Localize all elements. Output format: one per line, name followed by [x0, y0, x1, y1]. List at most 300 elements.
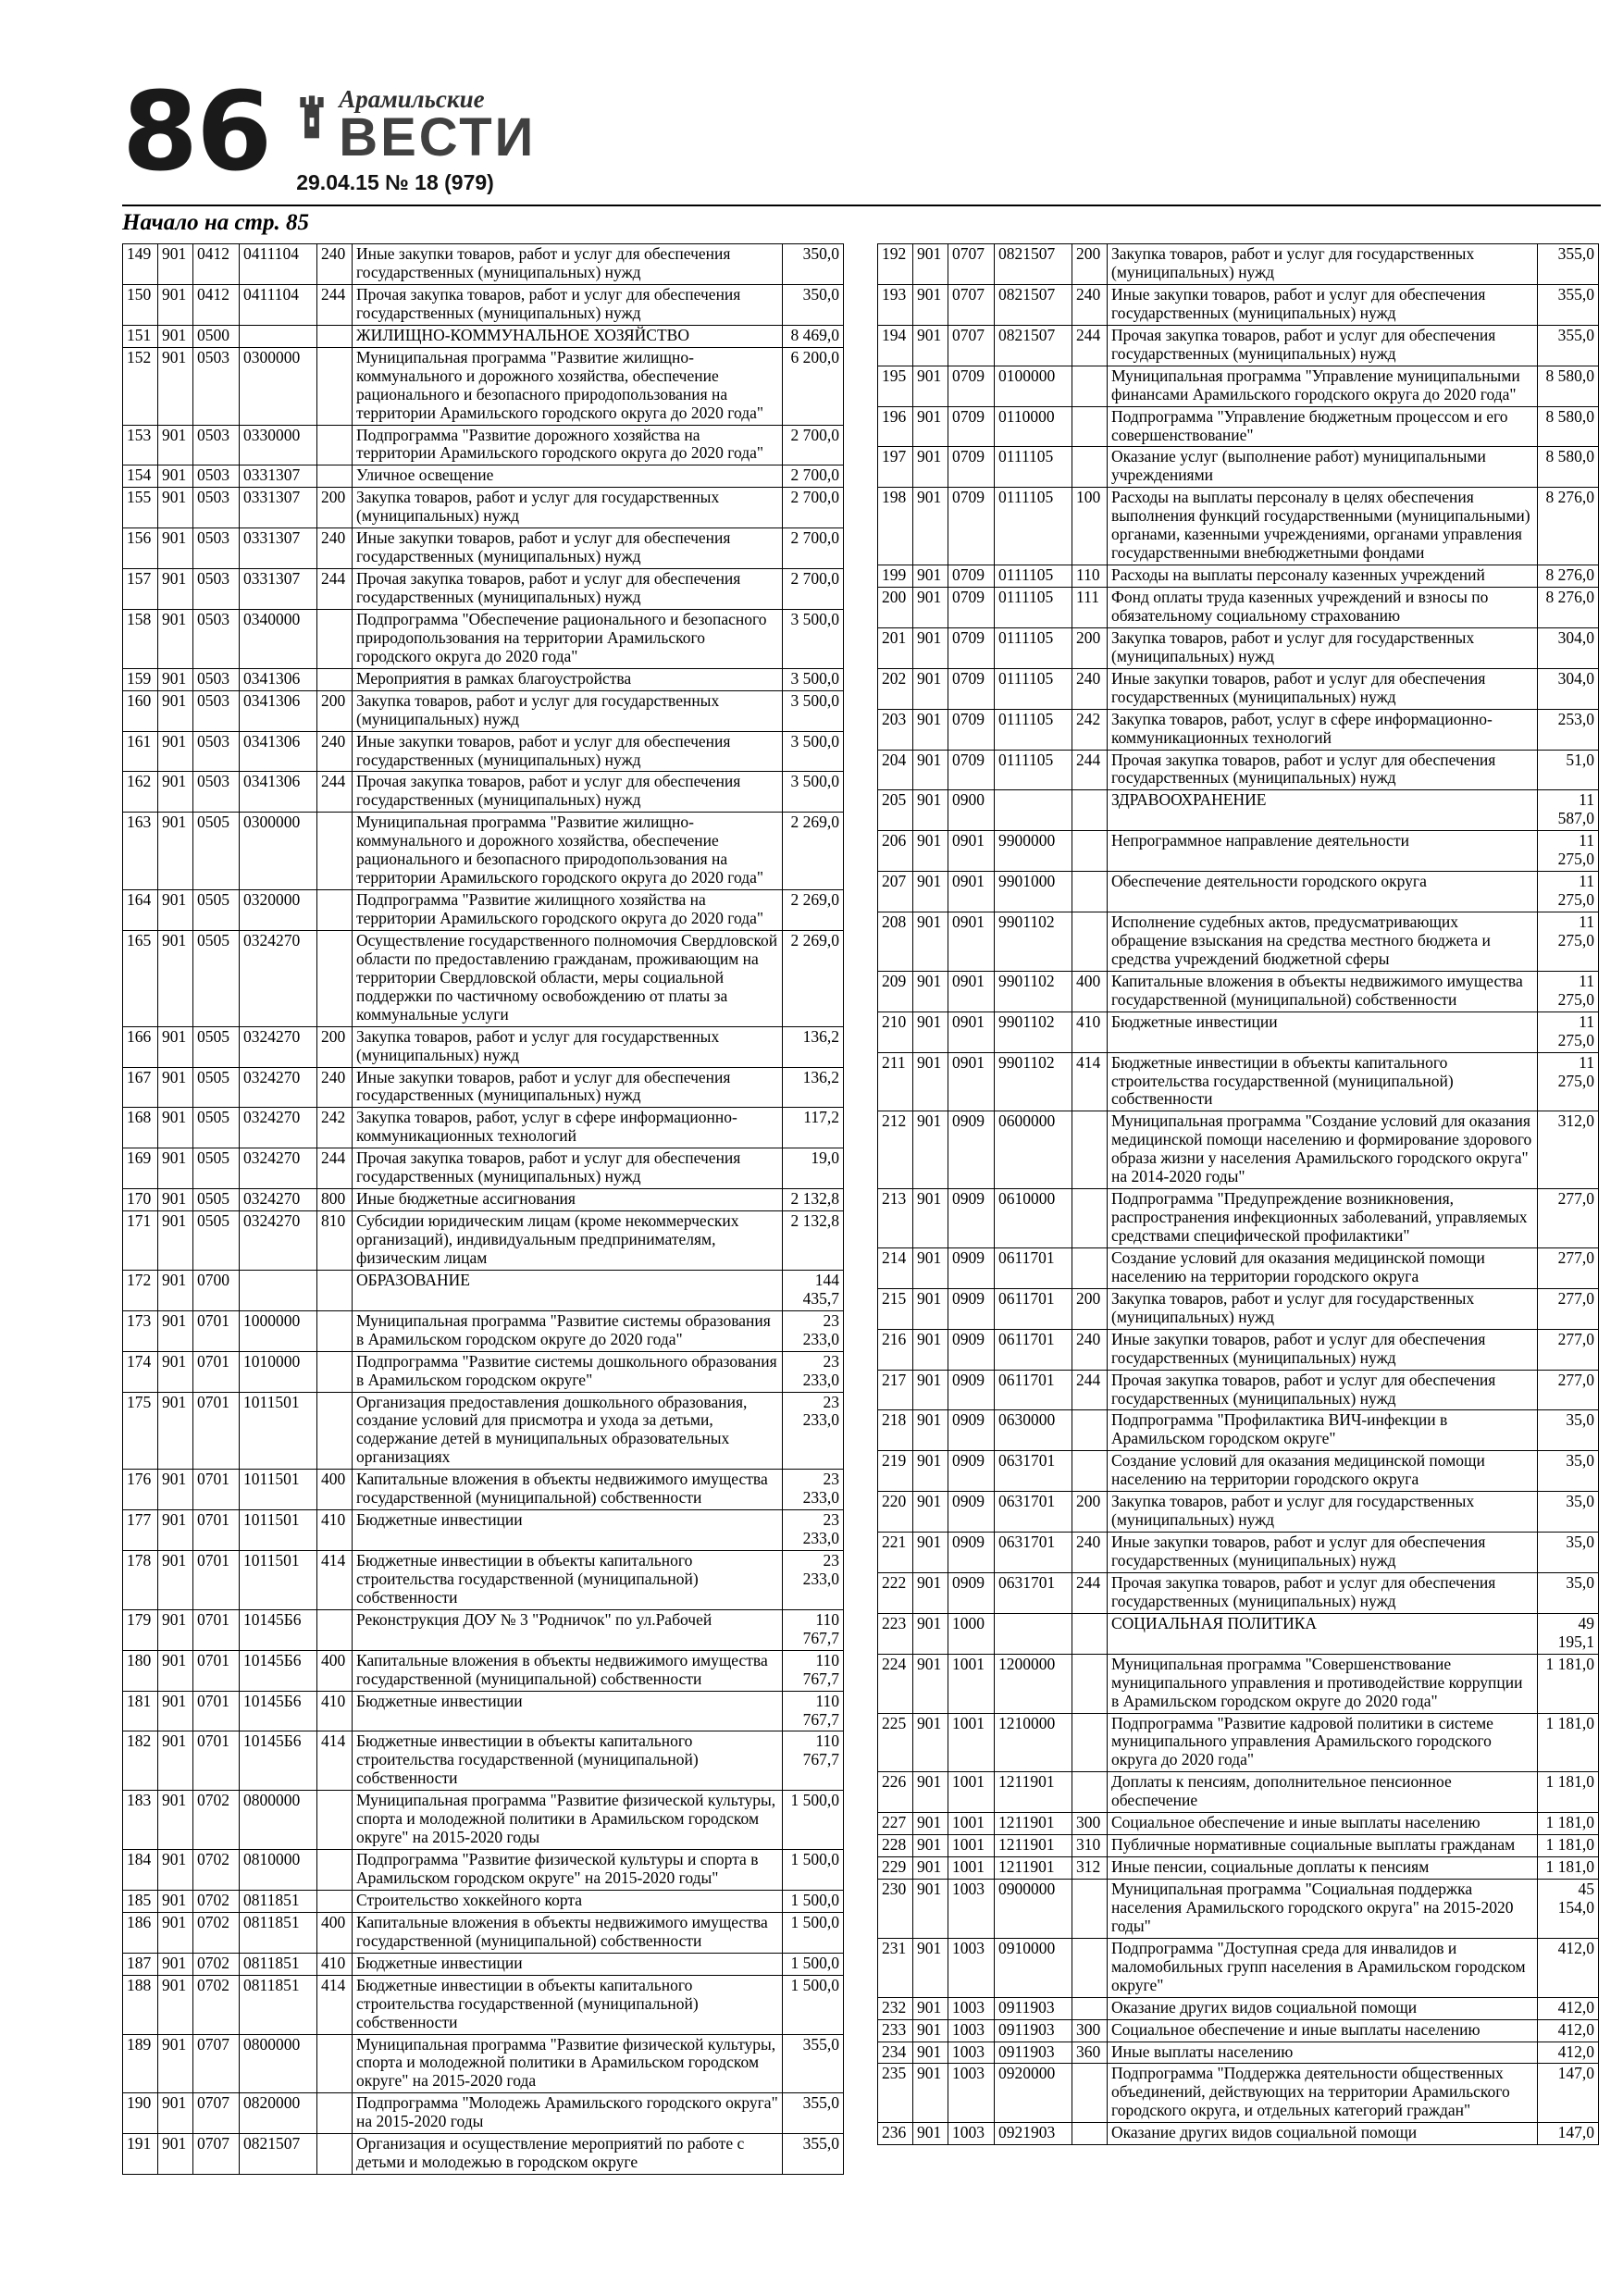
expense-name: Строительство хоккейного корта [353, 1890, 783, 1912]
budget-table-right [877, 243, 1599, 2145]
expense-name: Социальное обеспечение и иные выплаты населению [1108, 2019, 1538, 2042]
expense-type-code [317, 1351, 353, 1392]
expense-type-code [317, 1310, 353, 1351]
grbs-code: 901 [158, 347, 193, 425]
amount: 1 500,0 [783, 1953, 844, 1975]
target-article-code: 0324270 [240, 1067, 317, 1108]
expense-name: Бюджетные инвестиции в объекты капитального строительства государственной (муниципальной) собственности [353, 1975, 783, 2034]
row-number: 188 [123, 1975, 158, 2034]
expense-name: Муниципальная программа "Совершенствование муниципального управления и противодействие коррупции в Арамильском городском округе до 2020 года" [1108, 1654, 1538, 1713]
table-row [878, 1247, 1599, 1288]
target-article-code: 0610000 [995, 1189, 1072, 1248]
row-number: 187 [123, 1953, 158, 1975]
row-number: 191 [123, 2134, 158, 2175]
expense-name: Подпрограмма "Профилактика ВИЧ-инфекции в Арамильском городском округе" [1108, 1410, 1538, 1451]
table-row [123, 1609, 844, 1650]
expense-type-code: 100 [1072, 488, 1108, 565]
amount: 11 275,0 [1538, 831, 1599, 872]
expense-type-code: 400 [317, 1650, 353, 1691]
expense-type-code [1072, 1189, 1108, 1248]
target-article-code [995, 790, 1072, 831]
target-article-code: 9901102 [995, 912, 1072, 972]
amount: 6 200,0 [783, 347, 844, 425]
expense-type-code: 240 [317, 528, 353, 569]
amount: 8 469,0 [783, 325, 844, 347]
amount: 2 269,0 [783, 813, 844, 890]
row-number: 183 [123, 1791, 158, 1850]
expense-name: Подпрограмма "Предупреждение возникновения, распространения инфекционных заболеваний, управляемых средствами специфической профилактики" [1108, 1189, 1538, 1248]
grbs-code: 901 [913, 1451, 948, 1492]
section-code: 0505 [193, 1211, 240, 1271]
table-row [878, 1052, 1599, 1111]
grbs-code: 901 [158, 930, 193, 1026]
expense-type-code: 240 [1072, 1533, 1108, 1573]
row-number: 201 [878, 627, 913, 668]
section-code: 1003 [948, 1938, 995, 1997]
expense-type-code [1072, 1247, 1108, 1288]
target-article-code: 0810000 [240, 1850, 317, 1891]
amount: 2 132,8 [783, 1211, 844, 1271]
amount: 8 276,0 [1538, 588, 1599, 628]
expense-name: Иные пенсии, социальные доплаты к пенсиям [1108, 1857, 1538, 1880]
section-code: 0701 [193, 1510, 240, 1551]
expense-type-code [317, 609, 353, 668]
target-article-code: 0800000 [240, 1791, 317, 1850]
target-article-code: 1011501 [240, 1470, 317, 1510]
table-row [878, 1880, 1599, 1939]
row-number: 218 [878, 1410, 913, 1451]
expense-name: Муниципальная программа "Развитие физической культуры, спорта и молодежной политики в Арамильском городском округе" на 2015-2020 года [353, 2034, 783, 2093]
amount: 3 500,0 [783, 668, 844, 690]
expense-type-code [317, 1609, 353, 1650]
grbs-code: 901 [158, 1392, 193, 1470]
grbs-code: 901 [913, 1052, 948, 1111]
target-article-code: 0341306 [240, 772, 317, 813]
table-row [878, 2042, 1599, 2064]
expense-type-code [1072, 1997, 1108, 2019]
target-article-code: 0331307 [240, 465, 317, 488]
expense-type-code [317, 465, 353, 488]
amount: 2 700,0 [783, 465, 844, 488]
expense-name: Прочая закупка товаров, работ и услуг для обеспечения государственных (муниципальных) нужд [1108, 1370, 1538, 1410]
grbs-code: 901 [913, 790, 948, 831]
amount: 2 700,0 [783, 569, 844, 610]
expense-name: Субсидии юридическим лицам (кроме некоммерческих организаций), индивидуальным предпринимателям, физическим лицам [353, 1211, 783, 1271]
newspaper-name: ВЕСТИ [339, 107, 537, 168]
grbs-code: 901 [158, 1850, 193, 1891]
target-article-code: 0821507 [995, 244, 1072, 285]
expense-name: Муниципальная программа "Создание условий для оказания медицинской помощи населению и формирование здорового образа жизни у населения Арамильского городского округа" на 2014-2020 годы" [1108, 1111, 1538, 1189]
table-row [123, 2034, 844, 2093]
grbs-code: 901 [913, 2064, 948, 2123]
expense-type-code: 200 [317, 690, 353, 731]
grbs-code: 901 [913, 750, 948, 790]
row-number: 226 [878, 1772, 913, 1813]
section-code: 0503 [193, 569, 240, 610]
grbs-code: 901 [158, 569, 193, 610]
grbs-code: 901 [158, 1912, 193, 1953]
grbs-code: 901 [913, 1247, 948, 1288]
expense-name: Осуществление государственного полномочия Свердловской области по предоставлению гражданам, проживающим на территории Свердловской области, меры социальной поддержки по частичному освобождению от платы за коммунальные услуги [353, 930, 783, 1026]
expense-type-code [1072, 1938, 1108, 1997]
grbs-code: 901 [913, 565, 948, 588]
section-code: 0909 [948, 1288, 995, 1329]
expense-name: Иные закупки товаров, работ и услуг для обеспечения государственных (муниципальных) нужд [1108, 284, 1538, 325]
amount: 2 700,0 [783, 528, 844, 569]
expense-type-code: 242 [317, 1108, 353, 1148]
section-code: 0707 [193, 2134, 240, 2175]
expense-type-code: 110 [1072, 565, 1108, 588]
table-row [878, 325, 1599, 366]
amount: 8 580,0 [1538, 447, 1599, 488]
expense-name: Закупка товаров, работ, услуг в сфере информационно-коммуникационных технологий [353, 1108, 783, 1148]
table-row [878, 366, 1599, 406]
grbs-code: 901 [913, 912, 948, 972]
row-number: 175 [123, 1392, 158, 1470]
row-number: 210 [878, 1011, 913, 1052]
table-row [878, 1492, 1599, 1533]
expense-name: Бюджетные инвестиции [353, 1510, 783, 1551]
table-row [123, 1551, 844, 1610]
row-number: 174 [123, 1351, 158, 1392]
amount: 355,0 [783, 2093, 844, 2134]
section-code: 0901 [948, 872, 995, 912]
grbs-code: 901 [913, 1533, 948, 1573]
section-code: 0900 [948, 790, 995, 831]
target-article-code: 0111105 [995, 488, 1072, 565]
row-number: 157 [123, 569, 158, 610]
expense-type-code: 400 [317, 1470, 353, 1510]
grbs-code: 901 [158, 2093, 193, 2134]
expense-name: Прочая закупка товаров, работ и услуг для обеспечения государственных (муниципальных) нужд [353, 1148, 783, 1189]
grbs-code: 901 [913, 1492, 948, 1533]
expense-name: Муниципальная программа "Развитие жилищно-коммунального и дорожного хозяйства, обеспечение рационального и безопасного природопользования на территории Арамильского городского округа до 2020 года" [353, 347, 783, 425]
table-row [123, 1912, 844, 1953]
section-code: 1003 [948, 2123, 995, 2145]
expense-name: ЖИЛИЩНО-КОММУНАЛЬНОЕ ХОЗЯЙСТВО [353, 325, 783, 347]
row-number: 164 [123, 890, 158, 931]
expense-name: Мероприятия в рамках благоустройства [353, 668, 783, 690]
section-code: 0709 [948, 668, 995, 709]
section-code: 0500 [193, 325, 240, 347]
expense-type-code: 200 [1072, 627, 1108, 668]
target-article-code: 0341306 [240, 668, 317, 690]
grbs-code: 901 [158, 1189, 193, 1211]
budget-table-left [122, 243, 844, 2175]
table-row [123, 1975, 844, 2034]
table-row [878, 1370, 1599, 1410]
amount: 277,0 [1538, 1288, 1599, 1329]
amount: 2 700,0 [783, 425, 844, 465]
section-code: 0503 [193, 347, 240, 425]
amount: 144 435,7 [783, 1270, 844, 1310]
row-number: 231 [878, 1938, 913, 1997]
target-article-code: 0811851 [240, 1912, 317, 1953]
target-article-code: 9901000 [995, 872, 1072, 912]
target-article-code: 0111105 [995, 709, 1072, 750]
row-number: 198 [878, 488, 913, 565]
target-article-code: 0324270 [240, 1148, 317, 1189]
table-row [123, 772, 844, 813]
expense-type-code: 400 [1072, 971, 1108, 1011]
table-row [123, 1731, 844, 1791]
table-row [123, 1189, 844, 1211]
expense-name: Иные закупки товаров, работ и услуг для обеспечения государственных (муниципальных) нужд [1108, 1533, 1538, 1573]
row-number: 192 [878, 244, 913, 285]
target-article-code: 1011501 [240, 1392, 317, 1470]
table-row [123, 1850, 844, 1891]
budget-table-columns [122, 243, 1601, 2175]
section-code: 0702 [193, 1912, 240, 1953]
section-code: 0701 [193, 1351, 240, 1392]
section-code: 1001 [948, 1857, 995, 1880]
target-article-code: 10145Б6 [240, 1691, 317, 1731]
section-code: 0707 [193, 2093, 240, 2134]
expense-type-code: 410 [317, 1691, 353, 1731]
table-row [123, 284, 844, 325]
expense-name: Обеспечение деятельности городского округа [1108, 872, 1538, 912]
section-code: 0901 [948, 912, 995, 972]
expense-type-code [1072, 2123, 1108, 2145]
expense-name: Капитальные вложения в объекты недвижимого имущества государственной (муниципальной) собственности [353, 1912, 783, 1953]
expense-type-code [1072, 1451, 1108, 1492]
expense-name: СОЦИАЛЬНАЯ ПОЛИТИКА [1108, 1613, 1538, 1654]
expense-name: Подпрограмма "Развитие системы дошкольного образования в Арамильском городском округе" [353, 1351, 783, 1392]
target-article-code: 0811851 [240, 1953, 317, 1975]
expense-type-code [1072, 1410, 1108, 1451]
table-row [878, 1857, 1599, 1880]
table-row [878, 1410, 1599, 1451]
expense-name: Оказание других видов социальной помощи [1108, 1997, 1538, 2019]
row-number: 153 [123, 425, 158, 465]
expense-type-code [317, 425, 353, 465]
target-article-code: 0811851 [240, 1975, 317, 2034]
target-article-code: 0341306 [240, 731, 317, 772]
table-row [123, 668, 844, 690]
table-row [123, 813, 844, 890]
target-article-code: 0110000 [995, 406, 1072, 447]
table-row [123, 1148, 844, 1189]
amount: 2 132,8 [783, 1189, 844, 1211]
expense-type-code: 244 [317, 1148, 353, 1189]
expense-type-code [317, 2134, 353, 2175]
expense-type-code: 410 [317, 1510, 353, 1551]
grbs-code: 901 [158, 1026, 193, 1067]
row-number: 182 [123, 1731, 158, 1791]
target-article-code: 0821507 [995, 325, 1072, 366]
target-article-code: 1011501 [240, 1510, 317, 1551]
amount: 1 500,0 [783, 1850, 844, 1891]
target-article-code: 0911903 [995, 2019, 1072, 2042]
amount: 277,0 [1538, 1189, 1599, 1248]
expense-type-code: 312 [1072, 1857, 1108, 1880]
grbs-code: 901 [913, 1613, 948, 1654]
row-number: 172 [123, 1270, 158, 1310]
section-code: 0709 [948, 565, 995, 588]
expense-type-code: 800 [317, 1189, 353, 1211]
table-row [878, 2019, 1599, 2042]
table-row [123, 1890, 844, 1912]
table-row [878, 1835, 1599, 1857]
grbs-code: 901 [913, 872, 948, 912]
section-code: 0709 [948, 406, 995, 447]
expense-name: Закупка товаров, работ и услуг для государственных (муниципальных) нужд [1108, 1492, 1538, 1533]
section-code: 0909 [948, 1111, 995, 1189]
row-number: 224 [878, 1654, 913, 1713]
row-number: 180 [123, 1650, 158, 1691]
expense-name: Подпрограмма "Развитие физической культуры и спорта в Арамильском городском округе" на 2015-2020 годы" [353, 1850, 783, 1891]
grbs-code: 901 [913, 1997, 948, 2019]
expense-type-code [1072, 790, 1108, 831]
table-row [878, 790, 1599, 831]
amount: 412,0 [1538, 1938, 1599, 1997]
grbs-code: 901 [158, 325, 193, 347]
target-article-code: 0324270 [240, 1211, 317, 1271]
target-article-code: 0920000 [995, 2064, 1072, 2123]
grbs-code: 901 [158, 244, 193, 285]
row-number: 193 [878, 284, 913, 325]
row-number: 185 [123, 1890, 158, 1912]
amount: 277,0 [1538, 1370, 1599, 1410]
section-code: 0701 [193, 1392, 240, 1470]
row-number: 161 [123, 731, 158, 772]
target-article-code: 0811851 [240, 1890, 317, 1912]
grbs-code: 901 [158, 284, 193, 325]
section-code: 0412 [193, 284, 240, 325]
amount: 8 276,0 [1538, 488, 1599, 565]
row-number: 162 [123, 772, 158, 813]
grbs-code: 901 [158, 1310, 193, 1351]
grbs-code: 901 [158, 1067, 193, 1108]
expense-name: Муниципальная программа "Развитие системы образования в Арамильском городском округе до 2020 года" [353, 1310, 783, 1351]
expense-name: Прочая закупка товаров, работ и услуг для обеспечения государственных (муниципальных) нужд [353, 772, 783, 813]
grbs-code: 901 [913, 588, 948, 628]
table-row [878, 565, 1599, 588]
row-number: 177 [123, 1510, 158, 1551]
row-number: 150 [123, 284, 158, 325]
section-code: 0505 [193, 1067, 240, 1108]
grbs-code: 901 [913, 1011, 948, 1052]
section-code: 0503 [193, 690, 240, 731]
section-code: 0505 [193, 1108, 240, 1148]
expense-name: Подпрограмма "Развитие кадровой политики в системе муниципального управления Арамильского городского округа до 2020 года" [1108, 1713, 1538, 1772]
grbs-code: 901 [913, 488, 948, 565]
table-row [123, 1310, 844, 1351]
amount: 1 500,0 [783, 1912, 844, 1953]
target-article-code: 10145Б6 [240, 1731, 317, 1791]
table-row [878, 1654, 1599, 1713]
grbs-code: 901 [913, 1813, 948, 1835]
row-number: 168 [123, 1108, 158, 1148]
grbs-code: 901 [158, 1108, 193, 1148]
target-article-code: 0611701 [995, 1370, 1072, 1410]
table-row [123, 1108, 844, 1148]
section-code: 0700 [193, 1270, 240, 1310]
row-number: 233 [878, 2019, 913, 2042]
section-code: 0505 [193, 890, 240, 931]
row-number: 152 [123, 347, 158, 425]
section-code: 0412 [193, 244, 240, 285]
table-row [123, 1211, 844, 1271]
row-number: 234 [878, 2042, 913, 2064]
target-article-code: 0411104 [240, 244, 317, 285]
section-code: 1003 [948, 2019, 995, 2042]
grbs-code: 901 [913, 2123, 948, 2145]
expense-name: Расходы на выплаты персоналу в целях обеспечения выполнения функций государственными (муниципальными) органами, казенными учреждениями, органами управления государственными внебюджетными фондами [1108, 488, 1538, 565]
section-code: 0503 [193, 465, 240, 488]
amount: 1 181,0 [1538, 1654, 1599, 1713]
expense-type-code [317, 1850, 353, 1891]
amount: 11 587,0 [1538, 790, 1599, 831]
expense-name: Бюджетные инвестиции в объекты капитального строительства государственной (муниципальной) собственности [353, 1731, 783, 1791]
section-code: 1001 [948, 1835, 995, 1857]
section-code: 0709 [948, 750, 995, 790]
grbs-code: 901 [158, 1650, 193, 1691]
expense-type-code: 300 [1072, 2019, 1108, 2042]
amount: 35,0 [1538, 1492, 1599, 1533]
amount: 3 500,0 [783, 731, 844, 772]
row-number: 167 [123, 1067, 158, 1108]
expense-name: Капитальные вложения в объекты недвижимого имущества государственной (муниципальной) собственности [353, 1650, 783, 1691]
grbs-code: 901 [913, 1880, 948, 1939]
section-code: 0701 [193, 1551, 240, 1610]
expense-name: Организация предоставления дошкольного образования, создание условий для присмотра и ухода за детьми, содержание детей в муниципальных образовательных организациях [353, 1392, 783, 1470]
row-number: 165 [123, 930, 158, 1026]
section-code: 1001 [948, 1654, 995, 1713]
table-row [878, 668, 1599, 709]
amount: 35,0 [1538, 1410, 1599, 1451]
section-code: 0707 [193, 2034, 240, 2093]
amount: 1 181,0 [1538, 1772, 1599, 1813]
expense-name: Закупка товаров, работ и услуг для государственных (муниципальных) нужд [1108, 627, 1538, 668]
row-number: 184 [123, 1850, 158, 1891]
table-row [878, 1288, 1599, 1329]
target-article-code: 0331307 [240, 528, 317, 569]
grbs-code: 901 [913, 1713, 948, 1772]
grbs-code: 901 [913, 1288, 948, 1329]
expense-type-code: 242 [1072, 709, 1108, 750]
amount: 355,0 [783, 2034, 844, 2093]
expense-name: Бюджетные инвестиции в объекты капитального строительства государственной (муниципальной) собственности [353, 1551, 783, 1610]
section-code: 0505 [193, 930, 240, 1026]
expense-type-code [1072, 1654, 1108, 1713]
section-code: 0909 [948, 1451, 995, 1492]
expense-type-code: 244 [1072, 1370, 1108, 1410]
table-row [123, 930, 844, 1026]
row-number: 156 [123, 528, 158, 569]
target-article-code: 0324270 [240, 930, 317, 1026]
grbs-code: 901 [913, 1370, 948, 1410]
expense-type-code: 300 [1072, 1813, 1108, 1835]
table-row [878, 1451, 1599, 1492]
row-number: 199 [878, 565, 913, 588]
expense-name: Бюджетные инвестиции [353, 1953, 783, 1975]
expense-type-code [1072, 406, 1108, 447]
target-article-code: 0331307 [240, 488, 317, 528]
expense-name: Прочая закупка товаров, работ и услуг для обеспечения государственных (муниципальных) нужд [353, 284, 783, 325]
row-number: 181 [123, 1691, 158, 1731]
section-code: 0707 [948, 325, 995, 366]
row-number: 204 [878, 750, 913, 790]
expense-name: Иные закупки товаров, работ и услуг для обеспечения государственных (муниципальных) нужд [353, 1067, 783, 1108]
expense-type-code [1072, 1613, 1108, 1654]
grbs-code: 901 [158, 2134, 193, 2175]
amount: 3 500,0 [783, 772, 844, 813]
row-number: 159 [123, 668, 158, 690]
grbs-code: 901 [913, 325, 948, 366]
table-row [878, 750, 1599, 790]
table-row [878, 1713, 1599, 1772]
